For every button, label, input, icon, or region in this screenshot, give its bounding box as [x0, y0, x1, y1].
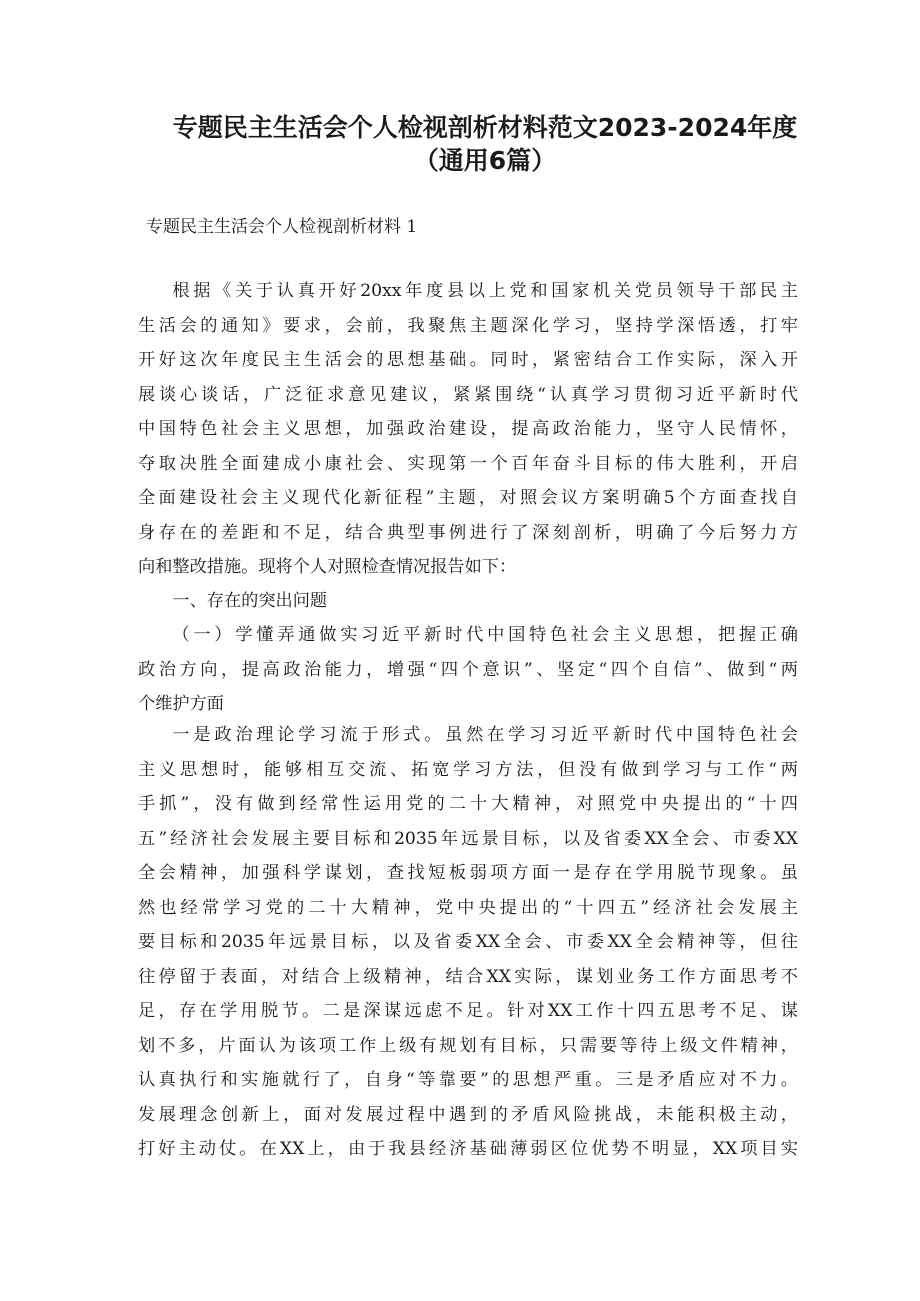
- heading-line: 一、存在的突出问题: [172, 591, 328, 611]
- document-title-line-1: 专题民主生活会个人检视剖析材料范文2023-2024年度: [172, 113, 798, 142]
- paragraph-line: 手抓”，没有做到经常性运用党的二十大精神，对照党中央提出的“十四: [138, 794, 798, 814]
- document-title-line-2: （通用6篇）: [413, 146, 557, 175]
- paragraph-3: [138, 718, 798, 1167]
- paragraph-line: 要目标和2035年远景目标，以及省委XX全会、市委XX全会精神等，但往: [138, 932, 798, 952]
- paragraph-line: 全面建设社会主义现代化新征程”主题，对照会议方案明确5个方面查找自: [138, 488, 798, 508]
- paragraph-line: （一）学懂弄通做实习近平新时代中国特色社会主义思想，把握正确: [172, 625, 798, 645]
- paragraph-line: 然也经常学习党的二十大精神，党中央提出的“十四五”经济社会发展主: [138, 897, 798, 918]
- paragraph-line: 认真执行和实施就行了，自身“等靠要”的思想严重。三是矛盾应对不力。: [138, 1070, 798, 1090]
- heading-existing-problems: [138, 584, 798, 619]
- paragraph-line: 发展理念创新上，面对发展过程中遇到的矛盾风险挑战，未能积极主动，: [138, 1104, 798, 1125]
- paragraph-line: 五”经济社会发展主要目标和2035年远景目标，以及省委XX全会、市委XX: [138, 828, 798, 849]
- paragraph-line: 一是政治理论学习流于形式。虽然在学习习近平新时代中国特色社会: [172, 725, 798, 745]
- paragraph-line: 打好主动仗。在XX上，由于我县经济基础薄弱区位优势不明显，XX项目实: [138, 1139, 798, 1159]
- section-heading: 专题民主生活会个人检视剖析材料 1: [146, 217, 418, 237]
- paragraph-line: 夺取决胜全面建成小康社会、实现第一个百年奋斗目标的伟大胜利，开启: [138, 453, 798, 474]
- paragraph-line: 个维护方面: [138, 694, 224, 714]
- paragraph-1: [138, 274, 798, 585]
- paragraph-line: 根据《关于认真开好20xx年度县以上党和国家机关党员领导干部民主: [172, 281, 798, 301]
- paragraph-line: 全会精神，加强科学谋划，查找短板弱项方面一是存在学用脱节现象。虽: [138, 863, 798, 883]
- paragraph-line: 政治方向，提高政治能力，增强“四个意识”、坚定“四个自信”、做到“两: [138, 659, 798, 680]
- paragraph-line: 足，存在学用脱节。二是深谋远虑不足。针对XX工作十四五思考不足、谋: [138, 1001, 798, 1021]
- paragraph-line: 划不多，片面认为该项工作上级有规划有目标，只需要等待上级文件精神，: [138, 1035, 798, 1056]
- paragraph-line: 身存在的差距和不足，结合典型事例进行了深刻剖析，明确了今后努力方: [138, 522, 798, 543]
- paragraph-line: 展谈心谈话，广泛征求意见建议，紧紧围绕“认真学习贯彻习近平新时代: [138, 384, 798, 405]
- paragraph-line: 中国特色社会主义思想，加强政治建设，提高政治能力，坚守人民情怀，: [138, 419, 798, 439]
- paragraph-line: 主义思想时，能够相互交流、拓宽学习方法，但没有做到学习与工作“两: [138, 759, 798, 780]
- paragraph-line: 往停留于表面，对结合上级精神，结合XX实际，谋划业务工作方面思考不: [138, 966, 798, 987]
- paragraph-2: [138, 618, 798, 722]
- paragraph-line: 生活会的通知》要求，会前，我聚焦主题深化学习，坚持学深悟透，打牢: [138, 315, 798, 336]
- paragraph-line: 开好这次年度民主生活会的思想基础。同时，紧密结合工作实际，深入开: [138, 350, 798, 370]
- paragraph-line: 向和整改措施。现将个人对照检查情况报告如下：: [138, 557, 517, 577]
